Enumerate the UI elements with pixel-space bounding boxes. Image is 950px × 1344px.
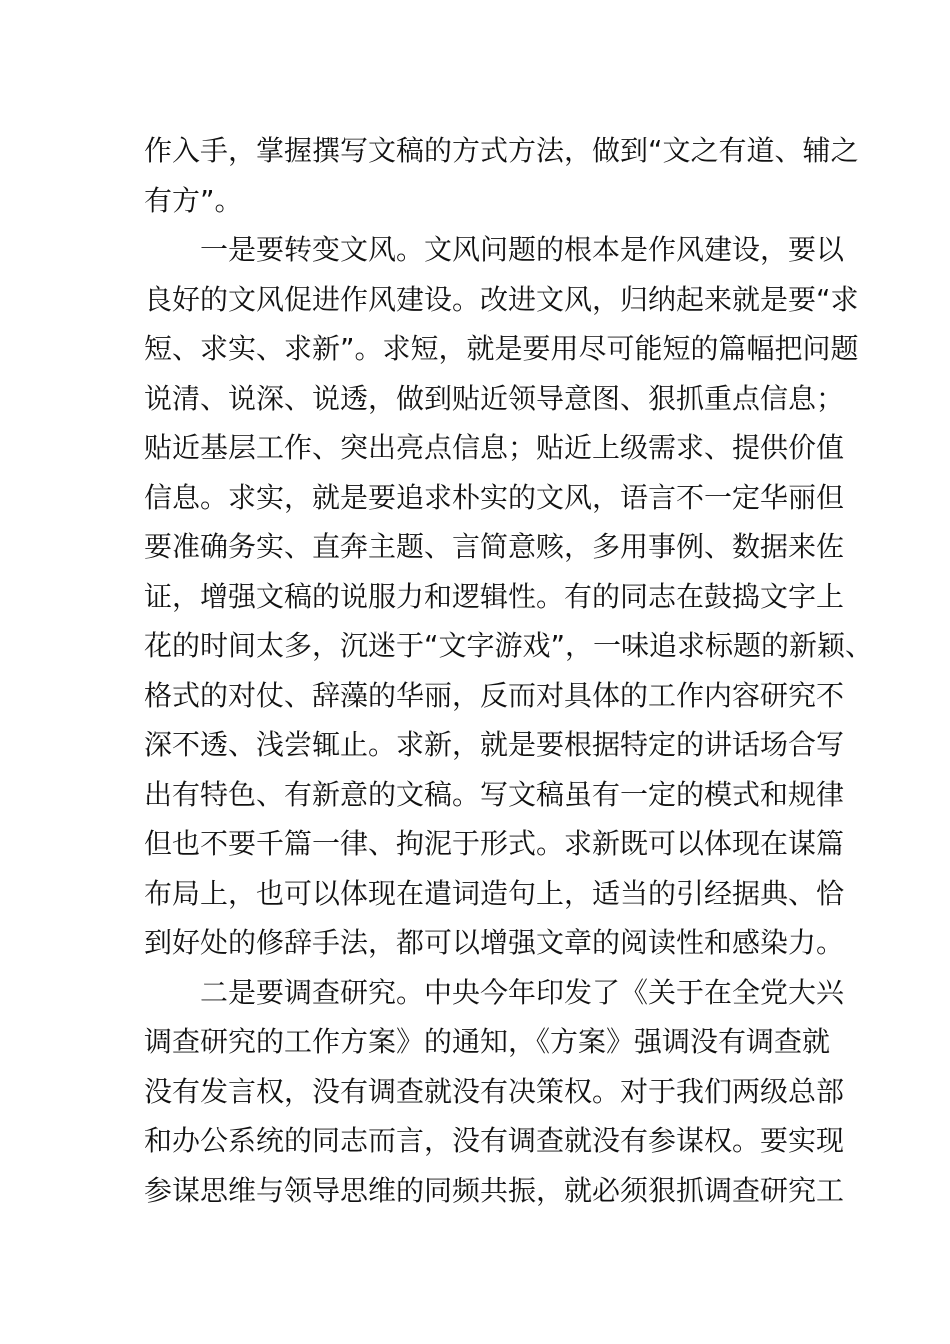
text-line: 深不透、浅尝辄止。求新，就是要根据特定的讲话场合写 (144, 728, 845, 761)
text-line: 贴近基层工作、突出亮点信息；贴近上级需求、提供价值 (144, 431, 845, 464)
text-line: 良好的文风促进作风建设。改进文风，归纳起来就是要“求 (144, 282, 859, 316)
text-line: 说清、说深、说透，做到贴近领导意图、狠抓重点信息； (144, 381, 845, 415)
paragraph-start-line: 一是要转变文风。文风问题的根本是作风建设，要以 (200, 233, 845, 266)
text-line: 要准确务实、直奔主题、言简意赅，多用事例、数据来佐 (144, 530, 845, 563)
text-line: 作入手，掌握撰写文稿的方式方法，做到“文之有道、辅之 (144, 134, 859, 167)
text-line: 短、求实、求新”。求短，就是要用尽可能短的篇幅把问题 (144, 332, 859, 365)
text-line: 有方”。 (144, 183, 243, 217)
body-text (144, 126, 874, 1215)
text-line: 花的时间太多，沉迷于“文字游戏”，一味追求标题的新颖、 (144, 629, 874, 662)
text-line: 和办公系统的同志而言，没有调查就没有参谋权。要实现 (144, 1124, 845, 1157)
text-line: 参谋思维与领导思维的同频共振，就必须狠抓调查研究工 (144, 1173, 845, 1207)
text-line: 布局上，也可以体现在遣词造句上，适当的引经据典、恰 (144, 876, 845, 910)
text-line: 调查研究的工作方案》的通知，《方案》强调没有调查就 (144, 1025, 831, 1058)
text-line: 没有发言权，没有调查就没有决策权。对于我们两级总部 (144, 1074, 845, 1108)
text-line: 出有特色、有新意的文稿。写文稿虽有一定的模式和规律 (144, 777, 845, 811)
text-line: 证，增强文稿的说服力和逻辑性。有的同志在鼓捣文字上 (144, 579, 845, 613)
text-line: 信息。求实，就是要追求朴实的文风，语言不一定华丽但 (144, 480, 845, 514)
paragraph-start-line: 二是要调查研究。中央今年印发了《关于在全党大兴 (200, 975, 845, 1009)
text-line: 但也不要千篇一律、拘泥于形式。求新既可以体现在谋篇 (144, 827, 845, 860)
text-line: 到好处的修辞手法，都可以增强文章的阅读性和感染力。 (144, 926, 845, 959)
text-line: 格式的对仗、辞藻的华丽，反而对具体的工作内容研究不 (144, 678, 845, 712)
